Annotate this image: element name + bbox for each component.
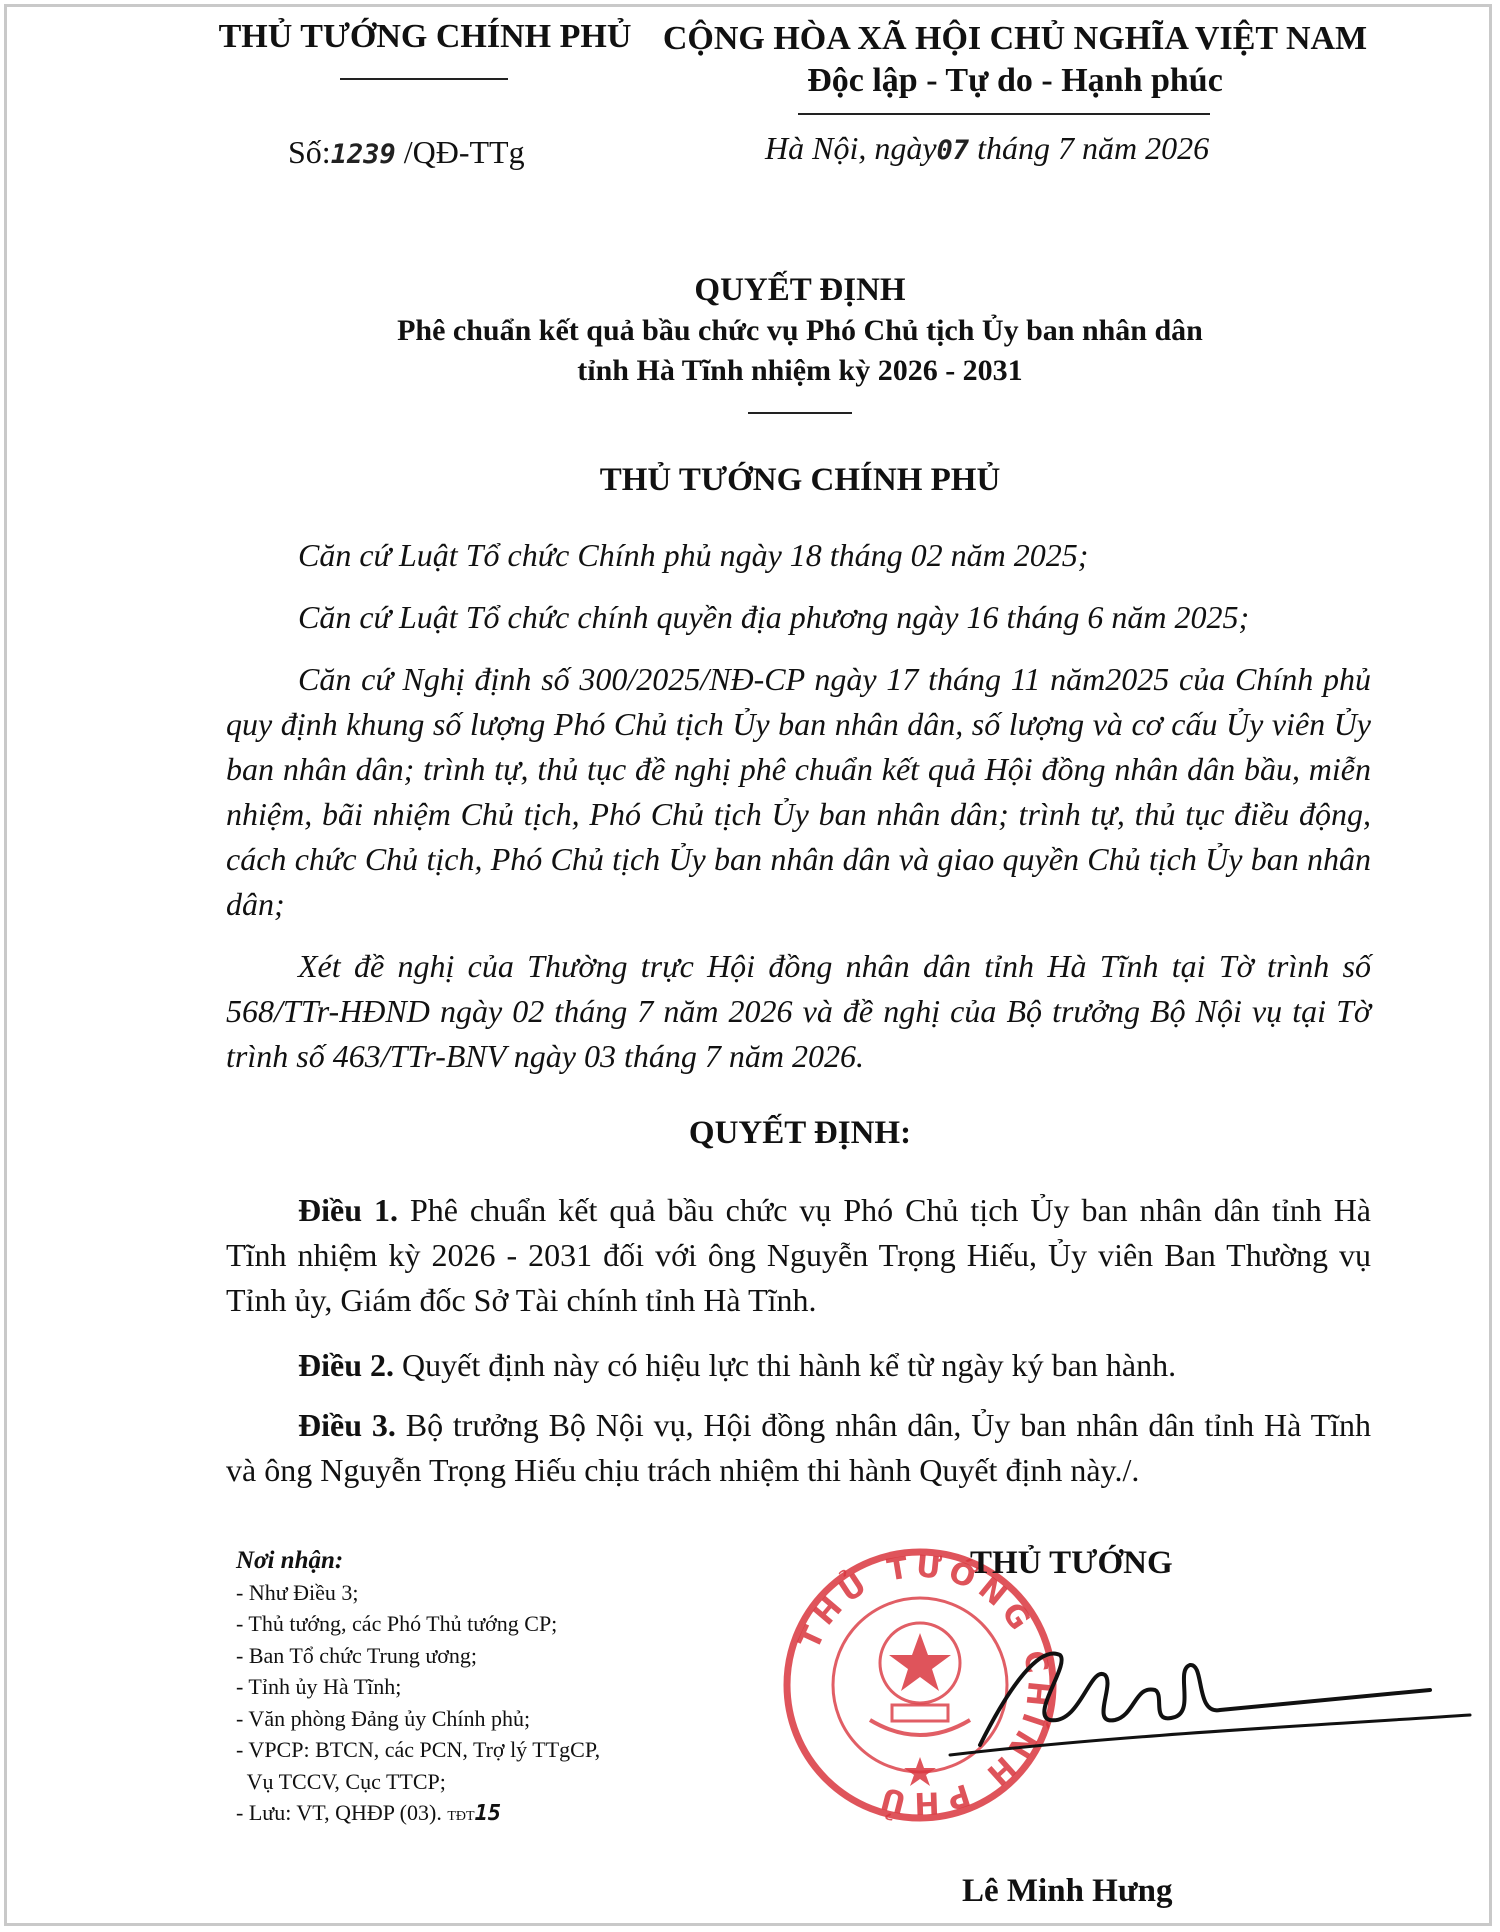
date-suffix: tháng 7 năm 2026: [977, 130, 1210, 166]
article-3: [226, 1403, 1371, 1493]
agency-underline: [340, 78, 508, 80]
motto: Độc lập - Tự do - Hạnh phúc: [807, 62, 1223, 99]
authority-heading: THỦ TƯỚNG CHÍNH PHỦ: [599, 462, 1001, 498]
recipient-item: - VPCP: BTCN, các PCN, Trợ lý TTgCP,: [236, 1737, 601, 1762]
recipient-item: - Như Điều 3;: [236, 1579, 359, 1605]
article-3-text: Bộ trưởng Bộ Nội vụ, Hội đồng nhân dân, Ủy ban nhân dân tỉnh Hà Tĩnh và ông Nguyễn Trọng Hiếu chịu trách nhiệm thi hành Quyết định này./.: [226, 1407, 1372, 1488]
recipient-last-line: [236, 1797, 600, 1833]
signature-scrawl: [920, 1625, 1480, 1775]
recipient-note-handwritten: 15: [474, 1801, 502, 1826]
recipient-item: - Ban Tổ chức Trung ương;: [236, 1642, 478, 1668]
seal-text: THỦ TƯỚNG CHÍNH PHỦ: [792, 1549, 1056, 1821]
document-date: [765, 130, 1209, 167]
motto-underline: [798, 113, 1210, 115]
recipient-item: - Lưu: VT, QHĐP (03).: [236, 1800, 442, 1825]
country-name: CỘNG HÒA XÃ HỘI CHỦ NGHĨA VIỆT NAM: [662, 20, 1368, 57]
recipient-item: - Thủ tướng, các Phó Thủ tướng CP;: [236, 1611, 558, 1636]
legal-basis-2: Căn cứ Luật Tổ chức chính quyền địa phương ngày 16 tháng 6 năm 2025;: [298, 599, 1250, 635]
signature-graphic: [920, 1625, 1480, 1775]
number-suffix: /QĐ-TTg: [403, 134, 525, 170]
article-2-label: Điều 2.: [298, 1347, 394, 1383]
article-1: [226, 1188, 1371, 1323]
article-1-text: Phê chuẩn kết quả bầu chức vụ Phó Chủ tịch Ủy ban nhân dân tỉnh Hà Tĩnh nhiệm kỳ 2026 - 2031 đối với ông Nguyễn Trọng Hiếu, Ủy viên Ban Thường vụ Tỉnh ủy, Giám đốc Sở Tài chính tỉnh Hà Tĩnh.: [226, 1192, 1372, 1318]
title-underline: [748, 412, 852, 414]
recipient-note-small: TĐT: [447, 1809, 475, 1824]
signature-title: THỦ TƯỚNG: [970, 1545, 1173, 1581]
number-handwritten: 1239: [330, 139, 396, 170]
recipients-title: Nơi nhận:: [236, 1547, 344, 1574]
article-2-text: Quyết định này có hiệu lực thi hành kể từ ngày ký ban hành.: [402, 1347, 1177, 1383]
legal-basis-3: Căn cứ Nghị định số 300/2025/NĐ-CP ngày 17 tháng 11 năm2025 của Chính phủ quy định khung số lượng Phó Chủ tịch Ủy ban nhân dân, số lượng và cơ cấu Ủy viên Ủy ban nhân dân; trình tự, thủ tục đề nghị phê chuẩn kết quả Hội đồng nhân dân bầu, miễn nhiệm, bãi nhiệm Chủ tịch, Phó Chủ tịch Ủy ban nhân dân; trình tự, thủ tục điều động, cách chức Chủ tịch, Phó Chủ tịch Ủy ban nhân dân và giao quyền Chủ tịch Ủy ban nhân dân;: [226, 661, 1371, 922]
number-prefix: Số:: [288, 134, 331, 170]
legal-basis-4: Xét đề nghị của Thường trực Hội đồng nhân dân tỉnh Hà Tĩnh tại Tờ trình số 568/TTr-HĐND ngày 02 tháng 7 năm 2026 và đề nghị của Bộ trưởng Bộ Nội vụ tại Tờ trình số 463/TTr-BNV ngày 03 tháng 7 năm 2026.: [226, 948, 1371, 1074]
date-prefix: Hà Nội, ngày: [765, 130, 937, 166]
decision-heading: QUYẾT ĐỊNH:: [688, 1115, 912, 1151]
recipient-item: - Tỉnh ủy Hà Tĩnh;: [236, 1674, 402, 1699]
article-2: [226, 1343, 1371, 1388]
article-3-label: Điều 3.: [298, 1407, 396, 1443]
article-1-label: Điều 1.: [298, 1192, 398, 1228]
issuing-agency: THỦ TƯỚNG CHÍNH PHỦ: [218, 18, 632, 55]
legal-basis-1: Căn cứ Luật Tổ chức Chính phủ ngày 18 tháng 02 năm 2025;: [298, 537, 1089, 573]
document-title: QUYẾT ĐỊNH: [694, 272, 906, 308]
document-number: [288, 134, 525, 171]
recipients-block: [236, 1545, 600, 1833]
date-day-handwritten: 07: [936, 135, 970, 166]
recipient-item: Vụ TCCV, Cục TTCP;: [236, 1768, 446, 1794]
title-subtitle-line2: tỉnh Hà Tĩnh nhiệm kỳ 2026 - 2031: [577, 354, 1023, 387]
title-subtitle-line1: Phê chuẩn kết quả bầu chức vụ Phó Chủ tịch Ủy ban nhân dân: [397, 314, 1203, 347]
signer-name: Lê Minh Hưng: [962, 1873, 1173, 1909]
recipient-item: - Văn phòng Đảng ủy Chính phủ;: [236, 1705, 531, 1731]
